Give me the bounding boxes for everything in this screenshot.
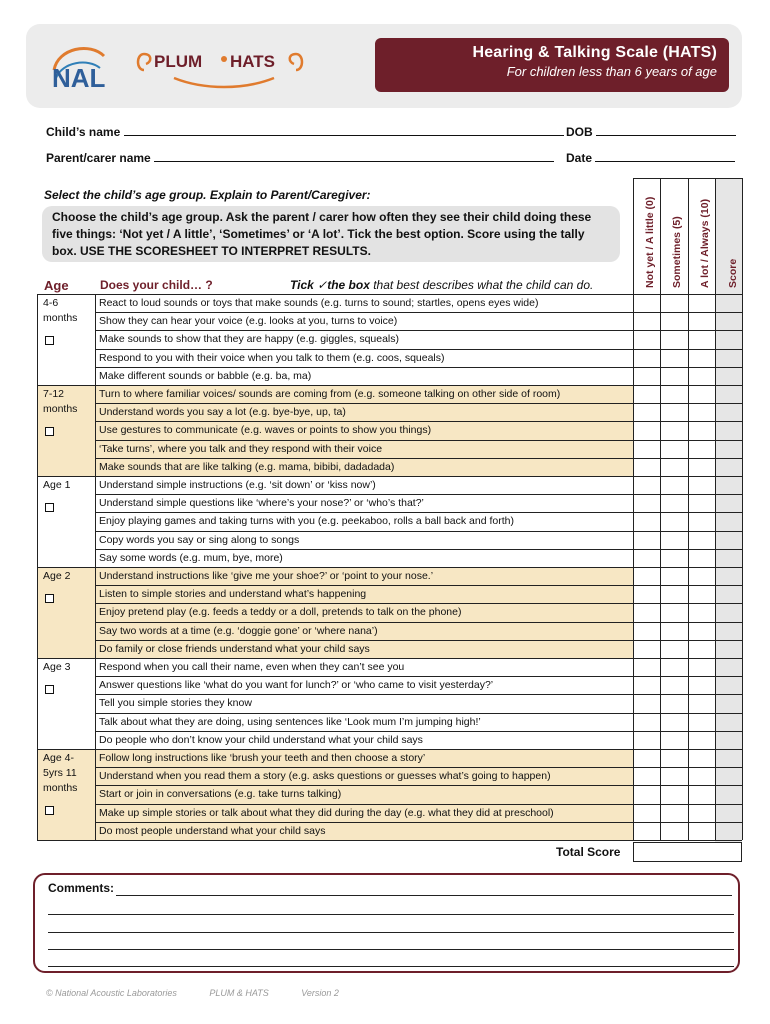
tick-cell[interactable]: [689, 732, 714, 748]
child-name-field[interactable]: [124, 124, 564, 136]
tick-cell[interactable]: [661, 805, 687, 821]
tick-cell[interactable]: [634, 568, 659, 584]
dob-row: [566, 124, 736, 139]
score-column-header: Score: [727, 258, 739, 288]
item-text: Say some words (e.g. mum, bye, more): [99, 551, 283, 564]
tick-cell[interactable]: [634, 513, 659, 529]
instructions-box: [42, 206, 620, 262]
item-text: Do family or close friends understand what your child says: [99, 642, 370, 655]
age-group-checkbox[interactable]: [45, 336, 54, 345]
group-divider: [37, 658, 742, 659]
tick-cell[interactable]: [634, 459, 659, 475]
age-group-label-line: 5yrs 11: [43, 767, 77, 779]
tick-cell[interactable]: [634, 695, 659, 711]
tick-cell[interactable]: [661, 459, 687, 475]
comments-line[interactable]: [48, 932, 734, 933]
item-text: Make different sounds or babble (e.g. ba, ma): [99, 369, 312, 382]
comments-line[interactable]: [48, 949, 734, 950]
tick-cell[interactable]: [689, 295, 714, 311]
tick-rest-text: that best describes what the child can do.: [369, 278, 594, 292]
tick-cell[interactable]: [689, 659, 714, 675]
item-text: Follow long instructions like ‘brush your teeth and then choose a story’: [99, 752, 426, 764]
tick-cell[interactable]: [634, 404, 659, 420]
tick-cell[interactable]: [661, 623, 687, 639]
comments-line[interactable]: [48, 966, 734, 967]
tick-cell[interactable]: [634, 350, 659, 366]
tick-cell[interactable]: [634, 805, 659, 821]
item-text: Make sounds to show that they are happy (e.g. giggles, squeals): [99, 333, 400, 346]
tick-cell[interactable]: [661, 386, 687, 402]
tick-cell[interactable]: [634, 386, 659, 402]
tick-cell[interactable]: [689, 459, 714, 475]
column-line: [660, 178, 661, 840]
tick-cell[interactable]: [689, 550, 714, 566]
tick-bold-text: the box: [327, 278, 370, 292]
tick-cell[interactable]: [661, 422, 687, 438]
item-text: Do most people understand what your child says: [99, 824, 326, 837]
nal-logo-text: NAL: [52, 63, 106, 92]
tick-cell[interactable]: [661, 768, 687, 784]
tick-cell[interactable]: [634, 586, 659, 602]
group-divider: [37, 385, 742, 386]
tick-cell[interactable]: [634, 295, 659, 311]
age-group-label-line: Age 3: [43, 661, 71, 673]
tick-cell[interactable]: [689, 805, 714, 821]
tick-cell[interactable]: [634, 368, 659, 384]
column-line: [688, 178, 689, 840]
item-text: Copy words you say or sing along to songs: [99, 533, 300, 546]
tick-cell[interactable]: [634, 441, 659, 457]
tick-cell[interactable]: [634, 659, 659, 675]
table-bottom-line: [37, 840, 742, 841]
group-divider: [37, 476, 742, 477]
tick-cell[interactable]: [689, 368, 714, 384]
group-divider: [37, 567, 742, 568]
age-group-checkbox[interactable]: [45, 427, 54, 436]
logo-hats-text: HATS: [230, 52, 276, 71]
tick-cell[interactable]: [661, 750, 687, 766]
child-name-label: Child’s name: [46, 125, 121, 139]
dob-label: DOB: [566, 125, 593, 139]
tick-cell[interactable]: [661, 641, 687, 657]
tick-cell[interactable]: [689, 695, 714, 711]
tick-cell[interactable]: [661, 295, 687, 311]
age-group-label-line: months: [43, 403, 78, 415]
item-text: Understand when you read them a story (e.g. asks questions or guesses what’s going to happen): [99, 770, 551, 783]
tick-cell[interactable]: [661, 714, 687, 730]
tick-cell[interactable]: [661, 695, 687, 711]
tick-cell[interactable]: [634, 768, 659, 784]
title-box: [375, 38, 729, 92]
tick-cell[interactable]: [689, 586, 714, 602]
tick-cell[interactable]: [661, 331, 687, 347]
item-text: Tell you simple stories they know: [99, 697, 252, 710]
item-text: Show they can hear your voice (e.g. looks at you, turns to voice): [99, 315, 398, 328]
table-left-line: [37, 294, 38, 840]
comments-box: [33, 873, 740, 973]
date-label: Date: [566, 151, 593, 165]
item-text: Enjoy playing games and taking turns with you (e.g. peekaboo, rolls a ball back and forth): [99, 515, 514, 528]
tick-cell[interactable]: [661, 350, 687, 366]
tick-cell[interactable]: [661, 550, 687, 566]
item-text: Do people who don’t know your child understand what your child says: [99, 733, 423, 746]
tick-cell[interactable]: [689, 441, 714, 457]
group-divider: [37, 749, 742, 750]
tick-cell[interactable]: [689, 350, 714, 366]
logo-divider-dot: [221, 56, 227, 62]
tick-word: Tick: [290, 278, 314, 292]
tick-cell[interactable]: [661, 823, 687, 839]
tick-cell[interactable]: [689, 677, 714, 693]
tick-cell[interactable]: [689, 623, 714, 639]
tick-cell[interactable]: [689, 386, 714, 402]
does-your-child-header: Does your child… ?: [100, 278, 213, 292]
item-text: Understand simple instructions (e.g. ‘sit down’ or ‘kiss now’): [99, 479, 376, 491]
footer-copyright: © National Acoustic Laboratories: [46, 988, 177, 998]
tick-cell[interactable]: [661, 568, 687, 584]
tick-cell[interactable]: [634, 623, 659, 639]
item-text: Answer questions like ‘what do you want for lunch?’ or ‘who came to visit yesterday?’: [99, 679, 494, 692]
tick-cell[interactable]: [634, 422, 659, 438]
item-text: Make sounds that are like talking (e.g. mama, bibibi, dadadada): [99, 460, 395, 473]
nal-logo: [48, 40, 123, 92]
item-text: Say two words at a time (e.g. ‘doggie gone’ or ‘where nana’): [99, 624, 378, 637]
tick-cell[interactable]: [634, 677, 659, 693]
age-group-label: [43, 478, 70, 493]
item-text: Enjoy pretend play (e.g. feeds a teddy or a doll, pretends to talk on the phone): [99, 606, 462, 619]
column-line: [633, 178, 634, 840]
group-divider: [37, 294, 742, 295]
tick-cell[interactable]: [661, 441, 687, 457]
logo-plum-text: PLUM: [154, 52, 203, 71]
footer: [46, 988, 369, 998]
item-text: React to loud sounds or toys that make sounds (e.g. turns to sound; startles, opens eyes wide): [99, 297, 539, 309]
tick-cell[interactable]: [689, 641, 714, 657]
item-text: Start or join in conversations (e.g. take turns talking): [99, 788, 342, 801]
dob-field[interactable]: [596, 124, 736, 136]
column-line: [742, 178, 743, 840]
item-text: Talk about what they are doing, using sentences like ‘Look mum I’m jumping high!’: [99, 715, 481, 728]
parent-name-row: [46, 150, 554, 165]
instructions-line: five things: ‘Not yet / A little’, ‘Sometimes’ or ‘A lot’. Tick the best option. Score using the tally: [52, 227, 585, 241]
item-text: Respond to you with their voice when you talk to them (e.g. coos, squeals): [99, 351, 445, 364]
form-subtitle: For children less than 6 years of age: [506, 64, 717, 79]
tick-cell[interactable]: [661, 404, 687, 420]
tick-cell[interactable]: [689, 422, 714, 438]
tick-cell[interactable]: [689, 513, 714, 529]
select-age-instruction: Select the child’s age group. Explain to Parent/Caregiver:: [44, 188, 371, 202]
tick-icon: ✓: [317, 278, 328, 292]
form-title: Hearing & Talking Scale (HATS): [472, 44, 717, 61]
tick-cell[interactable]: [661, 313, 687, 329]
item-text: Understand simple questions like ‘where’s your nose?’ or ‘who’s that?’: [99, 497, 424, 510]
a-lot-column-header: A lot / Always (10): [699, 198, 711, 288]
tick-cell[interactable]: [634, 786, 659, 802]
item-text: Use gestures to communicate (e.g. waves or points to show you things): [99, 424, 432, 437]
age-column-header: Age: [44, 278, 69, 293]
tick-cell[interactable]: [689, 786, 714, 802]
tick-cell[interactable]: [689, 313, 714, 329]
age-group-checkbox[interactable]: [45, 685, 54, 694]
item-text: Make up simple stories or talk about what they did during the day (e.g. what they did at preschool): [99, 806, 554, 819]
item-text: Turn to where familiar voices/ sounds are coming from (e.g. someone talking on other side of room): [99, 388, 561, 400]
item-text: Understand words you say a lot (e.g. bye-bye, up, ta): [99, 406, 346, 419]
tick-cell[interactable]: [689, 750, 714, 766]
age-group-label: [43, 751, 77, 796]
instructions-line: Choose the child’s age group. Ask the parent / carer how often they see their child doing these: [52, 210, 592, 224]
age-group-label-line: 4-6: [43, 297, 59, 309]
tick-cell[interactable]: [634, 477, 659, 493]
tick-cell[interactable]: [661, 513, 687, 529]
item-text: Listen to simple stories and understand what’s happening: [99, 588, 367, 601]
footer-version: Version 2: [301, 988, 339, 998]
tick-cell[interactable]: [634, 732, 659, 748]
age-group-checkbox[interactable]: [45, 806, 54, 815]
tick-cell[interactable]: [661, 786, 687, 802]
tick-cell[interactable]: [689, 714, 714, 730]
plum-hats-logo: [134, 40, 314, 92]
age-column-line: [95, 294, 96, 840]
tick-cell[interactable]: [634, 714, 659, 730]
age-group-checkbox[interactable]: [45, 503, 54, 512]
age-group-label: [43, 296, 77, 326]
footer-program: PLUM & HATS: [209, 988, 269, 998]
age-group-label: [43, 569, 70, 584]
date-field[interactable]: [595, 150, 735, 162]
tick-cell[interactable]: [661, 659, 687, 675]
tick-cell[interactable]: [661, 368, 687, 384]
age-group-label: [43, 660, 70, 675]
tick-cell[interactable]: [689, 404, 714, 420]
tick-cell[interactable]: [661, 532, 687, 548]
sometimes-column-header: Sometimes (5): [671, 216, 683, 288]
tick-cell[interactable]: [689, 823, 714, 839]
item-text: Respond when you call their name, even when they can’t see you: [99, 661, 405, 673]
tick-cell[interactable]: [634, 331, 659, 347]
comments-label: Comments:: [48, 881, 115, 895]
age-group-checkbox[interactable]: [45, 594, 54, 603]
tick-cell[interactable]: [634, 823, 659, 839]
tick-cell[interactable]: [634, 550, 659, 566]
total-score-label: Total Score: [556, 845, 621, 859]
tick-cell[interactable]: [661, 677, 687, 693]
comments-line[interactable]: [116, 895, 732, 896]
comments-line[interactable]: [48, 914, 734, 915]
tick-cell[interactable]: [689, 331, 714, 347]
tick-cell[interactable]: [689, 768, 714, 784]
tick-cell[interactable]: [634, 495, 659, 511]
tick-cell[interactable]: [661, 604, 687, 620]
item-text: ‘Take turns’, where you talk and they respond with their voice: [99, 442, 383, 455]
age-group-label-line: Age 4-: [43, 752, 74, 764]
total-score-field[interactable]: [633, 842, 742, 862]
parent-name-label: Parent/carer name: [46, 151, 151, 165]
instructions-line: box. USE THE SCORESHEET TO INTERPRET RESULTS.: [52, 244, 371, 258]
age-group-label-line: months: [43, 782, 78, 794]
tick-cell[interactable]: [661, 732, 687, 748]
age-group-label-line: 7-12: [43, 388, 65, 400]
tick-cell[interactable]: [689, 532, 714, 548]
tick-cell[interactable]: [689, 568, 714, 584]
tick-cell[interactable]: [634, 604, 659, 620]
child-name-row: [46, 124, 564, 139]
tick-cell[interactable]: [634, 532, 659, 548]
not-yet-column-header: Not yet / A little (0): [644, 196, 656, 288]
age-group-label: [43, 387, 77, 417]
tick-instruction: [290, 278, 593, 292]
age-group-label-line: Age 2: [43, 570, 71, 582]
tick-cell[interactable]: [689, 495, 714, 511]
tick-cell[interactable]: [689, 604, 714, 620]
column-line: [715, 178, 716, 840]
tick-cell[interactable]: [634, 313, 659, 329]
item-text: Understand instructions like ‘give me your shoe?’ or ‘point to your nose.’: [99, 570, 434, 582]
tick-cell[interactable]: [661, 586, 687, 602]
tick-cell[interactable]: [634, 641, 659, 657]
tick-cell[interactable]: [689, 477, 714, 493]
parent-name-field[interactable]: [154, 150, 554, 162]
date-row: [566, 150, 735, 165]
tick-cell[interactable]: [661, 477, 687, 493]
age-group-label-line: months: [43, 312, 78, 324]
age-group-label-line: Age 1: [43, 479, 71, 491]
tick-cell[interactable]: [661, 495, 687, 511]
tick-cell[interactable]: [634, 750, 659, 766]
